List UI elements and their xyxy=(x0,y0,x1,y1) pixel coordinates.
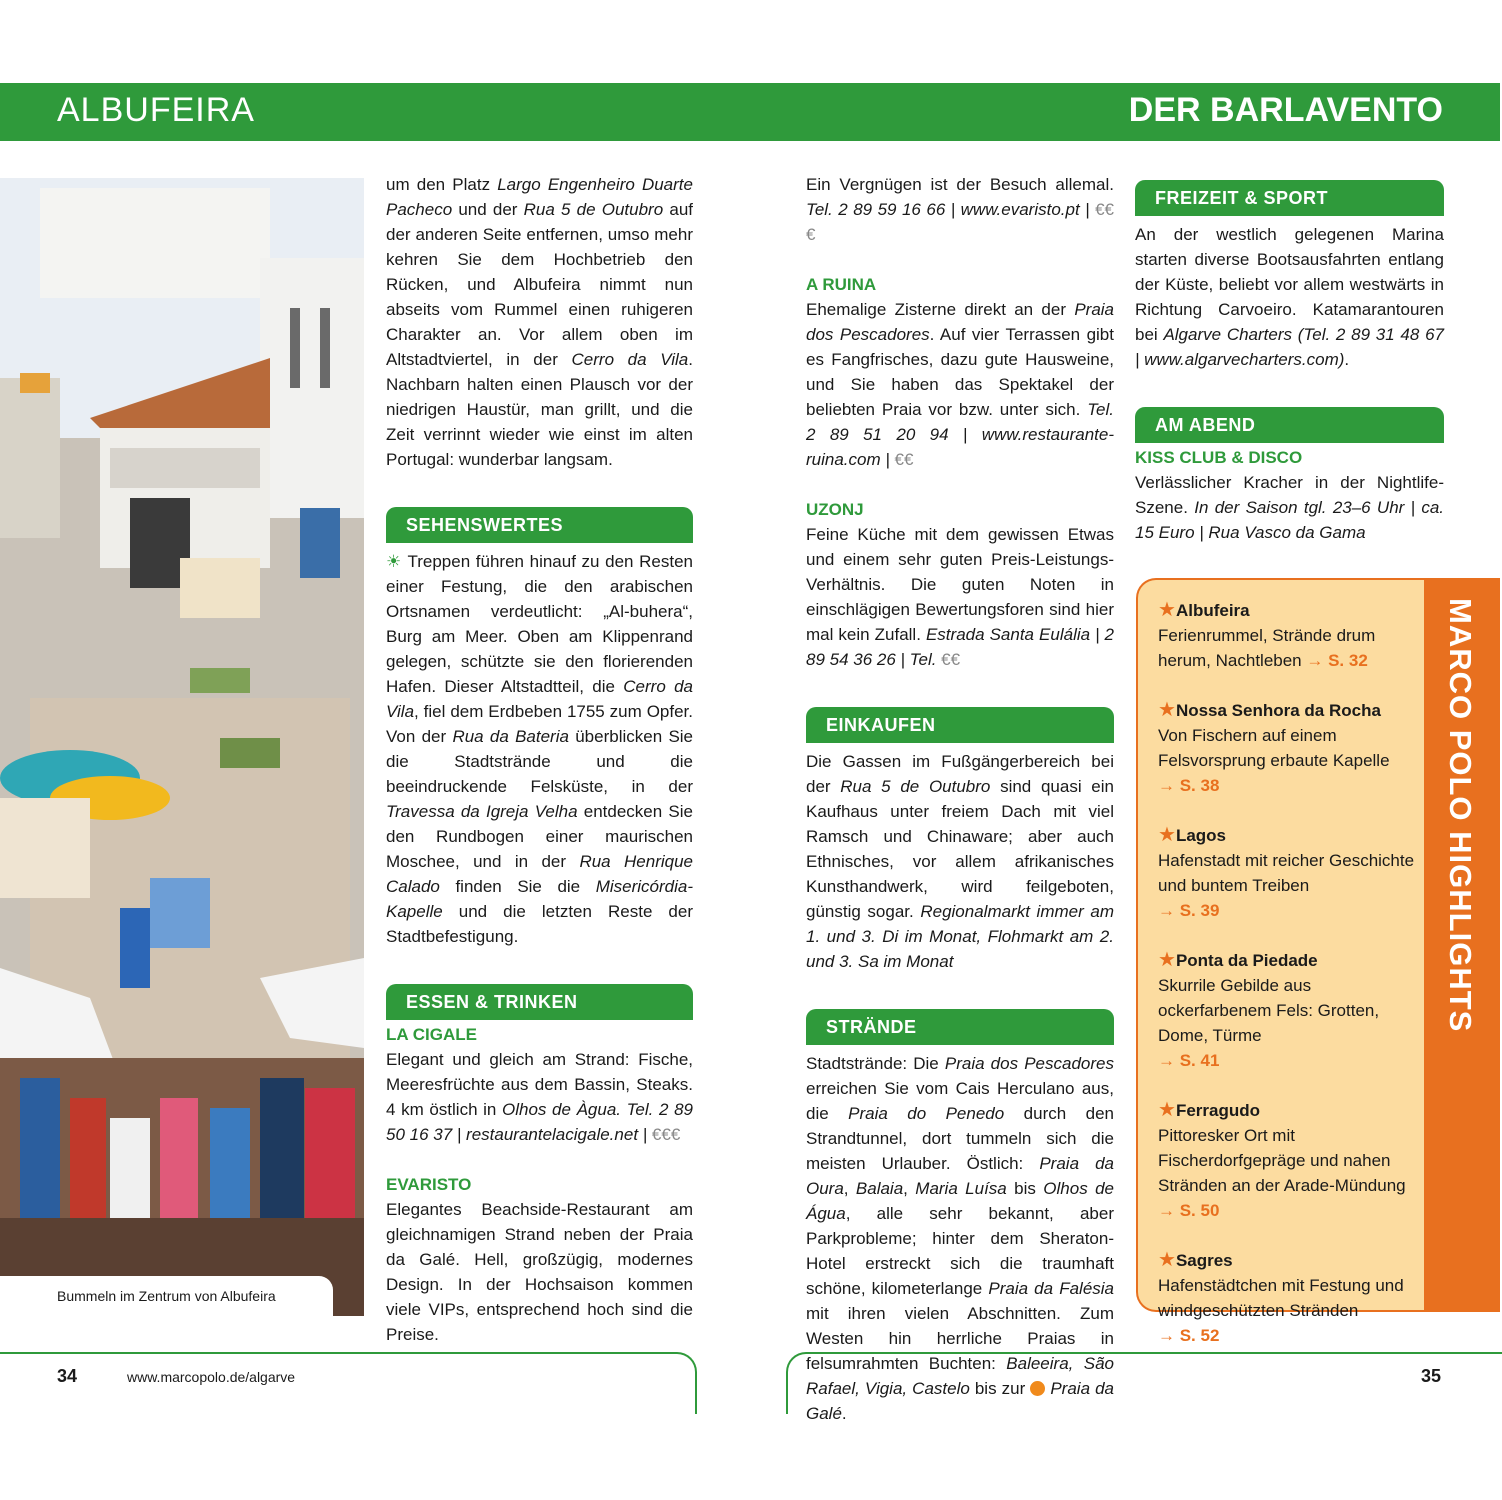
sun-icon: ☀ xyxy=(386,552,403,571)
highlights-box xyxy=(1136,578,1500,1345)
star-icon: ★ xyxy=(1158,824,1176,846)
star-icon: ★ xyxy=(1158,949,1176,971)
section-sehenswertes: SEHENSWERTES xyxy=(386,507,693,543)
aruina-title: A RUINA xyxy=(806,275,877,294)
lacigale-title: LA CIGALE xyxy=(386,1025,477,1044)
star-icon: ★ xyxy=(1158,1099,1176,1121)
aruina-paragraph: Ehemalige Zisterne direkt an der Praia dos Pescadores. Auf vier Terrassen gibt es Fangfrisches, dazu gute Hausweine, und Sie haben das Spektakel der beliebten Praia vor bzw. unter sich. Tel. 2 89 51 20 94 | www.restaurante-ruina.com | €€ xyxy=(806,300,1114,469)
intro-paragraph: um den Platz Largo Engenheiro Duarte Pacheco und der Rua 5 de Outubro auf der anderen Seite entfernen, umso mehr kehren Sie dem Hochbetrieb den Rücken, und Albufeira nimmt nun abseits vom Rummel einen ruhigeren Charakter an. Vor allem oben im Altstadtviertel, in der Cerro da Vila. Nachbarn halten einen Plausch vor der niedrigen Haustür, man grillt, und die Zeit verrinnt wieder wie einst im alten Portugal: wunderbar langsam. xyxy=(386,175,694,469)
footer-url: www.marcopolo.de/algarve xyxy=(127,1369,296,1385)
straende-paragraph: Stadtstrände: Die Praia dos Pescadores erreichen Sie vom Cais Herculano aus, die Praia do Penedo durch den Strandtunnel, dort tummeln sich die meisten Urlauber. Östlich: Praia da Oura, Balaia, Maria Luísa bis Olhos de Água, alle sehr bekannt, aber Parkprobleme; hinter dem Sheraton-Hotel erstreckt sich die traumhaft schöne, kilometerlange Praia da Falésia mit ihren vielen Abschnitten. Zum Westen hin herrliche Praias in felsumrahmten Buchten: Baleeira, São Rafael, Vigia, Castelo bis zur Praia da Galé. xyxy=(806,1054,1115,1423)
column-1 xyxy=(386,172,693,1347)
einkaufen-paragraph: Die Gassen im Fußgängerbereich bei der Rua 5 de Outubro sind quasi ein Kaufhaus unter freiem Dach mit viel Ramsch und Chinaware; aber auch Ethnisches, vor allem afrikanisches Kunsthandwerk, wird feilgeboten, günstig sogar. Regionalmarkt immer am 1. und 3. Di im Monat, Flohmarkt am 2. und 3. Sa im Monat xyxy=(806,752,1114,971)
region-title: DER BARLAVENTO xyxy=(1128,91,1443,129)
section-straende: STRÄNDE xyxy=(806,1009,1114,1045)
page-ref: → S. 38 xyxy=(1158,776,1220,795)
evaristo-continued: Ein Vergnügen ist der Besuch allemal. Tel. 2 89 59 16 66 | www.evaristo.pt | €€€ xyxy=(806,175,1115,244)
highlight-item: ★Ferragudo Pittoresker Ort mit Fischerdorfgepräge und nahen Stränden an der Arade-Mündung → S. 50 xyxy=(1158,1099,1406,1220)
page-ref: → S. 32 xyxy=(1306,651,1368,670)
highlight-item: ★Lagos Hafenstadt mit reicher Geschichte und buntem Treiben → S. 39 xyxy=(1158,824,1415,920)
column-3 xyxy=(1135,172,1444,545)
star-icon: ★ xyxy=(1158,599,1176,621)
page-ref: → S. 52 xyxy=(1158,1326,1220,1345)
section-essen-trinken: ESSEN & TRINKEN xyxy=(386,984,693,1020)
photo-caption-text: Bummeln im Zentrum von Albufeira xyxy=(57,1288,276,1304)
kiss-title: KISS CLUB & DISCO xyxy=(1135,448,1303,467)
star-icon: ★ xyxy=(1158,1249,1176,1271)
page-ref: → S. 41 xyxy=(1158,1051,1220,1070)
highlights-list xyxy=(1158,598,1420,1373)
column-2 xyxy=(806,172,1114,1426)
footer-line-right xyxy=(786,1352,1502,1414)
lacigale-paragraph: Elegant und gleich am Strand: Fische, Meeresfrüchte aus dem Bassin, Steaks. 4 km östlich in Olhos de Àgua. Tel. 2 89 50 16 37 | restaurantelacigale.net | €€€ xyxy=(386,1050,693,1144)
sehenswertes-paragraph: ☀ Treppen führen hinauf zu den Resten einer Festung, die den arabischen Ortsnamen verdeutlicht: „Al-buhera“, Burg am Meer. Oben am Klippenrand gelegen, schützte sie den florierenden Hafen. Dieser Altstadtteil, die Cerro da Vila, fiel dem Erdbeben 1755 zum Opfer. Von der Rua da Bateria überblicken Sie die Stadtstrände und die beeindruckende Felsküste, in der Travessa da Igreja Velha entdecken Sie den Rundbogen einer maurischen Moschee, und in der Rua Henrique Calado finden Sie die Misericórdia-Kapelle und die letzten Reste der Stadtbefestigung. xyxy=(386,552,694,946)
star-icon: ★ xyxy=(1158,699,1176,721)
highlight-item: ★Ponta da Piedade Skurrile Gebilde aus ockerfarbenem Fels: Grotten, Dome, Türme → S. 41 xyxy=(1158,949,1380,1070)
uzonj-paragraph: Feine Küche mit dem gewissen Etwas und einem sehr guten Preis-Leistungs-Verhältnis. Die guten Noten in einschlägigen Bewertungsforen sind hier mal kein Zufall. Estrada Santa Eulália | 2 89 54 36 26 | Tel. €€ xyxy=(806,525,1115,669)
highlight-item: ★Sagres Hafenstädtchen mit Festung und windgeschützten Stränden → S. 52 xyxy=(1158,1249,1404,1345)
footer-line-left xyxy=(0,1352,697,1414)
section-einkaufen: EINKAUFEN xyxy=(806,707,1114,743)
photo-caption xyxy=(0,1276,333,1316)
highlight-item: ★Albufeira Ferienrummel, Strände drum herum, Nachtleben → S. 32 xyxy=(1158,599,1376,670)
uzonj-title: UZONJ xyxy=(806,500,864,519)
evaristo-title: EVARISTO xyxy=(386,1175,472,1194)
chapter-title: ALBUFEIRA xyxy=(57,91,255,129)
page-number-right: 35 xyxy=(1421,1366,1442,1386)
section-am-abend: AM ABEND xyxy=(1135,407,1444,443)
highlights-title: MARCO POLO HIGHLIGHTS xyxy=(1443,598,1478,1033)
freizeit-paragraph: An der westlich gelegenen Marina starten diverse Bootsausfahrten entlang der Küste, beliebt vor allem westwärts in Richtung Carvoeiro. Katamarantouren bei Algarve Charters (Tel. 2 89 31 48 67 | www.algarvecharters.com). xyxy=(1135,225,1444,369)
street-photo xyxy=(0,178,364,1316)
page-header xyxy=(0,83,1500,141)
highlight-item: ★Nossa Senhora da Rocha Von Fischern auf einem Felsvorsprung erbaute Kapelle → S. 38 xyxy=(1158,699,1390,795)
page-ref: → S. 39 xyxy=(1158,901,1220,920)
page-number-left: 34 xyxy=(57,1366,78,1386)
evaristo-paragraph: Elegantes Beachside-Restaurant am gleichnamigen Strand neben der Praia da Galé. Hell, großzügig, modernes Design. In der Hochsaison kommen viele VIPs, entsprechend hoch sind die Preise. xyxy=(386,1200,693,1344)
page-ref: → S. 50 xyxy=(1158,1201,1220,1220)
kiss-paragraph: Verlässlicher Kracher in der Nightlife-Szene. In der Saison tgl. 23–6 Uhr | ca. 15 Euro | Rua Vasco da Gama xyxy=(1135,473,1444,542)
section-freizeit-sport: FREIZEIT & SPORT xyxy=(1135,180,1444,216)
